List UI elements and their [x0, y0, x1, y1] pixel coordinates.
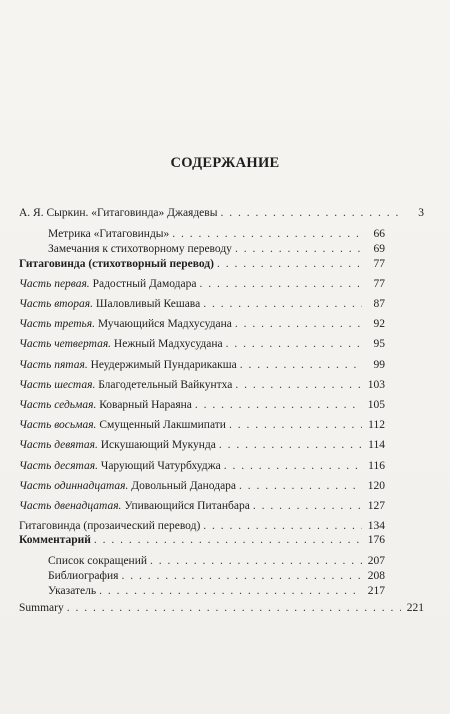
toc-page-number: 95 — [373, 338, 385, 350]
toc-entry-label: Гитаговинда (стихотворный перевод) — [19, 258, 214, 270]
toc-entry — [19, 358, 385, 372]
toc-entry — [48, 569, 385, 583]
toc-entry-label: Часть пятая. Неудержимый Пундарикакша — [19, 359, 237, 371]
toc-entry-label: Часть одиннадцатая. Довольный Данодара — [19, 480, 237, 492]
toc-entry — [19, 479, 385, 493]
toc-entry — [19, 459, 385, 473]
page-title: СОДЕРЖАНИЕ — [170, 155, 280, 171]
toc-page-number: 114 — [368, 439, 385, 451]
toc-entry — [19, 438, 385, 452]
toc-leader-dots — [224, 459, 362, 473]
toc-entry-label: Часть шестая. Благодетельный Вайкунтха — [19, 379, 233, 391]
toc-entry-label: Гитаговинда (прозаический перевод) — [19, 520, 201, 532]
toc-entry-label: Замечания к стихотворному переводу — [48, 243, 232, 255]
toc-entry — [48, 554, 385, 568]
toc-leader-dots — [235, 317, 362, 331]
toc-leader-dots — [235, 242, 362, 256]
toc-page-number: 66 — [373, 228, 385, 240]
toc-page-number: 217 — [367, 585, 385, 597]
toc-leader-dots — [239, 479, 362, 493]
toc-page-number: 103 — [367, 379, 385, 391]
toc-page-number: 77 — [373, 278, 385, 290]
toc-entry — [19, 277, 385, 291]
toc-entry — [19, 418, 385, 432]
toc-leader-dots — [219, 438, 362, 452]
toc-entry-label: Указатель — [48, 585, 97, 597]
toc-leader-dots — [220, 206, 401, 220]
toc-entry — [19, 206, 424, 220]
toc-entry — [19, 398, 385, 412]
toc-page-number: 120 — [367, 480, 385, 492]
toc-entry-label: Список сокращений — [48, 555, 148, 567]
toc-entry-label: Часть четвертая. Нежный Мадхусудана — [19, 338, 223, 350]
toc-leader-dots — [217, 257, 362, 271]
toc-page-number: 208 — [367, 570, 385, 582]
toc-leader-dots — [235, 378, 362, 392]
toc-page-number: 207 — [367, 555, 385, 567]
toc-entry-label: Часть первая. Радостный Дамодара — [19, 278, 197, 290]
toc-entry — [19, 533, 385, 547]
toc-page-number: 176 — [367, 534, 385, 546]
toc-entry-label: Комментарий — [19, 534, 91, 546]
toc-entry — [19, 499, 385, 513]
toc-entry — [19, 337, 385, 351]
toc-entry — [48, 584, 385, 598]
toc-leader-dots — [203, 519, 362, 533]
toc-page-number: 3 — [418, 207, 424, 219]
toc-entry — [48, 242, 385, 256]
toc-entry-label: Часть восьмая. Смущенный Лакшмипати — [19, 419, 226, 431]
toc-leader-dots — [99, 584, 362, 598]
toc-page-number: 134 — [367, 520, 385, 532]
toc-page-number: 77 — [373, 258, 385, 270]
toc-entry — [48, 227, 385, 241]
toc-entry-label: Часть десятая. Чарующий Чатурбхуджа — [19, 460, 221, 472]
toc-page-number: 221 — [406, 602, 424, 614]
toc-entry-label: Часть девятая. Искушающий Мукунда — [19, 439, 216, 451]
toc-entry-label: Часть вторая. Шаловливый Кешава — [19, 298, 201, 310]
toc-page-number: 127 — [367, 500, 385, 512]
toc-page-number: 69 — [373, 243, 385, 255]
toc-leader-dots — [229, 418, 362, 432]
table-of-contents — [0, 198, 450, 618]
toc-entry-label: Метрика «Гитаговинды» — [48, 228, 170, 240]
toc-page-number: 116 — [368, 460, 385, 472]
toc-entry-label: Часть третья. Мучающийся Мадхусудана — [19, 318, 232, 330]
toc-page-number: 105 — [367, 399, 385, 411]
toc-entry — [19, 297, 385, 311]
toc-entry-label: Часть двенадцатая. Упивающийся Питанбара — [19, 500, 250, 512]
toc-leader-dots — [253, 499, 362, 513]
toc-leader-dots — [67, 601, 401, 615]
toc-leader-dots — [199, 277, 362, 291]
toc-entry-label: Часть седьмая. Коварный Нараяна — [19, 399, 192, 411]
toc-entry — [19, 601, 424, 615]
toc-entry — [19, 317, 385, 331]
toc-entry — [19, 378, 385, 392]
toc-entry-label: А. Я. Сыркин. «Гитаговинда» Джаядевы — [19, 207, 218, 219]
toc-leader-dots — [121, 569, 362, 583]
toc-leader-dots — [94, 533, 362, 547]
toc-page-number: 112 — [368, 419, 385, 431]
toc-leader-dots — [203, 297, 362, 311]
toc-leader-dots — [195, 398, 362, 412]
toc-leader-dots — [240, 358, 362, 372]
toc-entry — [19, 257, 385, 271]
toc-leader-dots — [150, 554, 362, 568]
toc-entry — [19, 519, 385, 533]
toc-entry-label: Библиография — [48, 570, 119, 582]
toc-page-number: 92 — [373, 318, 385, 330]
toc-leader-dots — [226, 337, 362, 351]
toc-entry-label: Summary — [19, 602, 64, 614]
toc-page-number: 87 — [373, 298, 385, 310]
toc-leader-dots — [172, 227, 362, 241]
toc-page-number: 99 — [373, 359, 385, 371]
